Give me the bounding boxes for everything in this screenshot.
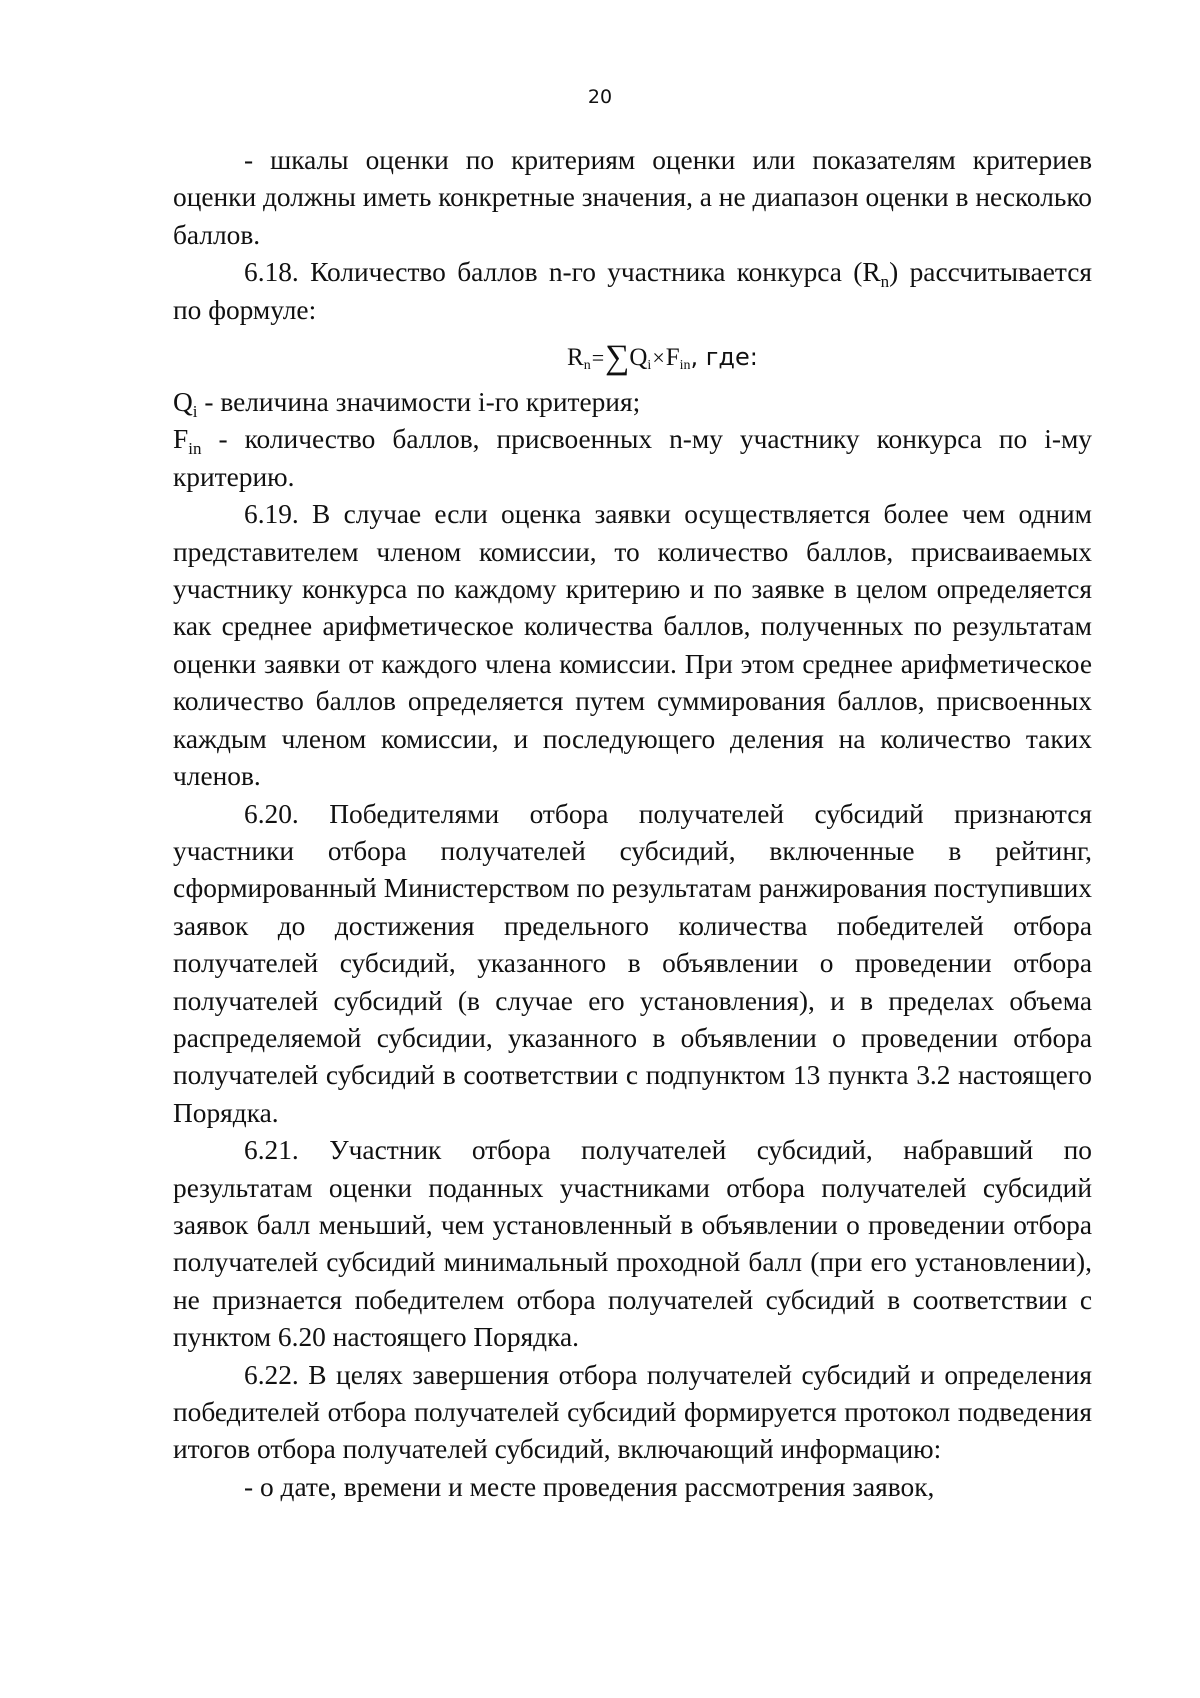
page-number: 20	[587, 86, 613, 108]
paragraph-6-18-subscript: n	[880, 272, 890, 292]
paragraph-6-18	[173, 254, 1092, 329]
definition-qi-subscript: i	[192, 402, 198, 422]
formula-tail: , где:	[690, 343, 758, 372]
formula-f: F	[665, 344, 680, 372]
score-formula	[173, 329, 1092, 384]
definition-fin	[173, 421, 1092, 496]
paragraph-list-item-date: - о дате, времени и месте проведения рассмотрения заявок,	[244, 1471, 935, 1502]
document-body	[173, 142, 1092, 1506]
formula-f-subscript: in	[679, 358, 691, 374]
definition-fin-subscript: in	[188, 439, 202, 459]
formula-r-subscript: n	[583, 358, 591, 374]
definition-fin-text: - количество баллов, присвоенных n-му участнику конкурса по i-му критерию.	[173, 424, 1092, 492]
paragraph-6-18-text: 6.18. Количество баллов n-го участника конкурса (R	[244, 257, 881, 288]
definition-qi-text: - величина значимости i-го критерия;	[197, 387, 641, 418]
definition-qi	[173, 384, 1092, 421]
formula-q: Q	[629, 344, 648, 372]
formula-times: ×	[652, 345, 665, 371]
paragraph-6-18-end: ) рассчитывается по формуле:	[173, 257, 1092, 325]
formula-q-subscript: i	[647, 358, 652, 374]
paragraph-6-20: 6.20. Победителями отбора получателей субсидий признаются участники отбора получателей субсидий, включенные в рейтинг, сформированный Министерством по результатам ранжирования поступивших заявок до достижения предельного количества победителей отбора получателей субсидий, указанного в объявлении о проведении отбора получателей субсидий (в случае его установления), и в пределах объема распределяемой субсидии, указанного в объявлении о проведении отбора получателей субсидий в соответствии с подпунктом 13 пункта 3.2 настоящего Порядка.	[173, 798, 1092, 1128]
paragraph-6-19: 6.19. В случае если оценка заявки осуществляется более чем одним представителем членом комиссии, то количество баллов, присваиваемых участнику конкурса по каждому критерию и по заявке в целом определяется как среднее арифметическое количества баллов, полученных по результатам оценки заявки от каждого члена комиссии. При этом среднее арифметическое количество баллов определяется путем суммирования баллов, присвоенных каждым членом комиссии, и последующего деления на количество таких членов.	[173, 499, 1092, 792]
formula-sum-icon: ∑	[605, 339, 630, 377]
definition-qi-symbol: Q	[173, 387, 193, 418]
paragraph-6-21: 6.21. Участник отбора получателей субсидий, набравший по результатам оценки поданных участниками отбора получателей субсидий заявок балл меньший, чем установленный в объявлении о проведении отбора получателей субсидий минимальный проходной балл (при его установлении), не признается победителем отбора получателей субсидий в соответствии с пунктом 6.20 настоящего Порядка.	[173, 1135, 1092, 1353]
paragraph-6-22: 6.22. В целях завершения отбора получателей субсидий и определения победителей отбора получателей субсидий формируется протокол подведения итогов отбора получателей субсидий, включающий информацию:	[173, 1359, 1092, 1465]
paragraph-scales: - шкалы оценки по критериям оценки или показателям критериев оценки должны иметь конкретные значения, а не диапазон оценки в несколько баллов.	[173, 145, 1092, 250]
definition-fin-symbol: F	[173, 424, 189, 455]
formula-equals: =	[591, 345, 605, 371]
formula-r: R	[567, 344, 584, 372]
